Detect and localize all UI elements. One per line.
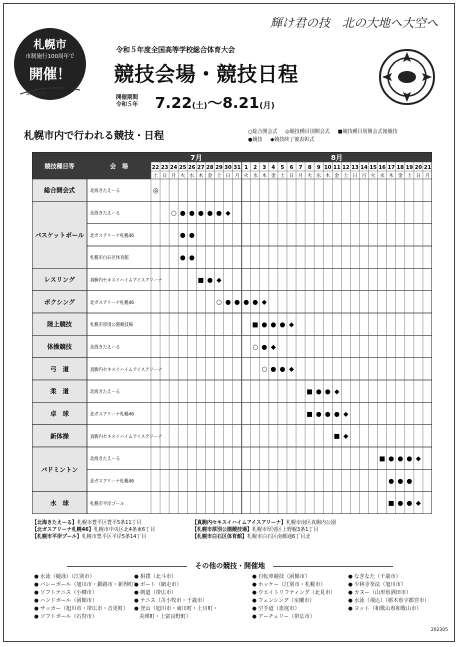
schedule-mark: ● (270, 320, 277, 329)
day-number: 20 (414, 165, 423, 171)
page-title: 競技会場・競技日程 (114, 62, 299, 86)
legend-item: ◎競技種目別開会式 (285, 129, 330, 135)
start-day: (土) (192, 101, 208, 110)
schedule-mark: ● (261, 320, 268, 329)
other-event-item: ● バレーボール（旭川市・釧路市・新得町） (34, 582, 139, 588)
col-event-header: 競技種目等 (44, 163, 75, 171)
venue-name: 北海きたえーる (90, 211, 121, 217)
schedule-mark: ◆ (289, 365, 294, 374)
schedule-mark: ● (315, 409, 322, 418)
schedule-mark: ● (179, 253, 186, 262)
day-weekday: 木 (198, 174, 204, 179)
day-number: 29 (215, 165, 223, 171)
schedule-mark: ◆ (216, 275, 222, 284)
event-name: バスケットボール (34, 232, 85, 240)
day-number: 28 (206, 165, 214, 171)
day-weekday: 月 (361, 174, 367, 179)
event-dates (155, 92, 275, 113)
end-day: (月) (259, 101, 275, 110)
venue-name: 札幌市平岸プール (90, 501, 125, 507)
schedule-mark: ● (216, 208, 222, 217)
venue-name: 北海きたえーる (90, 345, 121, 351)
other-event-item: ● フェンシング（室蘭市） (252, 598, 315, 604)
venue-entry (192, 519, 336, 526)
other-event-item: ● ホッケー（江別市・札幌市） (252, 582, 326, 588)
venue-name: 北ガスアリーナ札幌46 (90, 412, 134, 418)
other-events-title: その他の競技・開催地 (0, 561, 460, 571)
other-event-item: ● 少林寺拳法（旭川市） (348, 582, 407, 588)
schedule-mark: ● (388, 476, 395, 485)
schedule-mark: ● (207, 275, 213, 284)
event-name: 総合開会式 (44, 187, 75, 195)
day-weekday: 日 (162, 174, 168, 179)
badge-action: 開催！ (29, 67, 71, 83)
day-weekday: 木 (261, 174, 267, 179)
day-weekday: 火 (307, 174, 313, 179)
schedule-row (87, 402, 432, 424)
date-separator: 〜 (207, 94, 223, 112)
day-number: 22 (151, 165, 160, 171)
day-number: 16 (378, 165, 386, 171)
day-number: 10 (324, 165, 332, 171)
venue-name: 北ガスアリーナ札幌46 (90, 479, 134, 485)
legend-item: ■競技種目別開会式後競技 (337, 129, 398, 135)
day-weekday: 金 (334, 174, 340, 179)
schedule-row (87, 291, 432, 313)
day-weekday: 月 (234, 174, 240, 179)
other-event-item: ● ハンドボール（函館市） (34, 598, 98, 604)
venue-address: 札幌市厚別区上野幌3条1丁目 (252, 527, 319, 533)
venue-address: 札幌市中央区北4条東6丁目 (93, 527, 156, 533)
venue-label: 【真駒内セキスイハイムアイスアリーナ】 (192, 520, 287, 526)
date-label-2: 令和５年 (116, 102, 139, 108)
venue-entry (32, 519, 142, 526)
schedule-mark: ● (333, 409, 340, 418)
day-number: 23 (160, 165, 169, 171)
day-number: 27 (197, 165, 205, 171)
day-number: 2 (253, 165, 258, 171)
other-event-item: ● カヌー（山形県酒田市） (348, 590, 412, 596)
schedule-mark: ◆ (225, 208, 231, 217)
day-weekday: 土 (153, 174, 158, 179)
schedule-mark: ● (234, 298, 240, 307)
schedule-mark: ● (406, 499, 413, 508)
day-weekday: 月 (171, 174, 177, 179)
venue-entry (32, 533, 146, 540)
schedule-mark: ● (279, 365, 286, 374)
other-event-item: ● 剣道（帯広市） (134, 590, 177, 596)
legend (248, 128, 405, 144)
schedule-mark: ● (324, 409, 331, 418)
venue-name: 真駒内セキスイハイムアイスアリーナ (90, 434, 163, 440)
schedule-mark: ○ (216, 298, 222, 307)
footer-code: 202305 (430, 628, 448, 633)
day-number: 3 (262, 165, 267, 171)
venue-label: 【北海きたえーる】 (32, 520, 78, 526)
day-number: 24 (170, 165, 178, 171)
schedule-mark: ● (188, 208, 195, 217)
event-name: 卓 球 (50, 411, 69, 418)
day-number: 5 (280, 165, 285, 171)
day-weekday: 月 (425, 174, 430, 179)
schedule-mark: ● (279, 320, 286, 329)
schedule-mark: ● (225, 298, 231, 307)
day-weekday: 日 (289, 174, 294, 179)
day-weekday: 金 (207, 174, 213, 179)
day-number: 31 (233, 165, 241, 171)
venue-name: 北海きたえーる (90, 390, 121, 396)
venue-name: 北ガスアリーナ札幌46 (90, 233, 134, 239)
day-weekday: 土 (280, 174, 285, 179)
legend-item: ○総合開会式 (248, 129, 278, 135)
schedule-mark: ● (270, 365, 277, 374)
month-jul: 7月 (190, 154, 203, 162)
venue-name: 真駒内セキスイハイムアイスアリーナ (90, 278, 163, 284)
day-number: 4 (271, 165, 276, 171)
day-number: 7 (298, 165, 303, 171)
other-events-column (252, 573, 335, 621)
schedule-mark: ● (261, 342, 268, 351)
venue-name: 札幌市白石区体育館 (90, 256, 129, 262)
other-event-item: ● サッカー（旭川市・帯広市・音更町） (34, 606, 129, 612)
venue-label: 【札幌市白石区体育館】 (192, 534, 248, 540)
event-name: バドミントン (40, 466, 79, 474)
day-weekday: 火 (243, 174, 249, 179)
day-number: 26 (188, 165, 196, 171)
other-event-item: ● テニス（苫小牧市・千歳市） (134, 598, 208, 604)
event-name: 柔 道 (50, 388, 69, 396)
day-weekday: 木 (325, 174, 331, 179)
other-event-item: ● 登山（旭川市・東川町・上川町・ (134, 606, 218, 612)
day-weekday: 水 (379, 174, 385, 179)
day-weekday: 金 (397, 174, 403, 179)
schedule-row (87, 224, 432, 246)
schedule-mark: ● (388, 454, 395, 463)
schedule-mark: ● (397, 499, 404, 508)
day-number: 9 (316, 165, 321, 171)
day-number: 18 (396, 165, 404, 171)
day-weekday: 水 (316, 174, 322, 179)
day-number: 13 (351, 165, 359, 171)
other-events-column (34, 573, 139, 621)
day-weekday: 土 (216, 174, 222, 179)
schedule-mark: ◆ (343, 432, 349, 441)
legend-item: ●競技 (248, 137, 263, 143)
start-date: 7.22 (155, 94, 193, 112)
event-name: ボクシング (44, 299, 75, 307)
schedule-row (87, 335, 432, 357)
other-event-item: 美瑛町・上富良野町） (134, 614, 192, 620)
schedule-row (87, 492, 432, 514)
day-number: 30 (224, 165, 232, 171)
day-weekday: 土 (343, 174, 349, 179)
venue-label: 【札幌市厚別公園競技場】 (192, 527, 253, 533)
day-number: 11 (333, 165, 341, 171)
schedule-row (87, 469, 432, 491)
schedule-mark: ■ (333, 432, 340, 441)
slogan: 輝け君の技 北の大地へ大空へ (270, 16, 439, 30)
day-number: 25 (179, 165, 187, 171)
schedule-mark: ◆ (334, 387, 340, 396)
schedule-mark: ● (243, 298, 250, 307)
badge-note: 市制施行100周年で (25, 54, 75, 60)
schedule-mark: ● (397, 476, 404, 485)
schedule-mark: ● (188, 231, 195, 240)
day-weekday: 火 (370, 174, 376, 179)
schedule-mark: ○ (261, 365, 268, 374)
day-number: 19 (405, 165, 413, 171)
schedule-row (87, 313, 432, 335)
schedule-mark: ◆ (343, 409, 349, 418)
venue-entry (32, 526, 155, 533)
schedule-mark: ○ (170, 208, 177, 217)
venue-name: 北海きたえーる (90, 457, 121, 463)
venue-entry (192, 533, 310, 540)
schedule-mark: ■ (306, 387, 313, 396)
event-name: 水 球 (50, 500, 69, 508)
day-weekday: 木 (388, 174, 394, 179)
day-number: 1 (244, 165, 248, 171)
venue-address: 札幌市豊平区平岸5条14丁目 (81, 534, 147, 540)
day-weekday: 火 (180, 174, 186, 179)
schedule-mark: ● (179, 231, 186, 240)
schedule-mark: ○ (252, 342, 259, 351)
event-name: 体操競技 (47, 344, 72, 351)
emblem-icon (378, 48, 436, 106)
schedule-mark: ● (198, 208, 204, 217)
schedule-mark: ● (315, 387, 322, 396)
schedule-row (87, 179, 432, 201)
end-date: 8.21 (222, 94, 260, 112)
venue-address: 札幌市豊平区豊平5条11丁目 (77, 520, 142, 526)
day-weekday: 日 (225, 174, 231, 179)
day-number: 6 (289, 165, 294, 171)
month-aug: 8月 (330, 154, 343, 162)
venue-address: 札幌市白石区南郷通6丁目北 (247, 534, 311, 540)
venue-name: 札幌市厚別公園競技場 (90, 323, 133, 329)
other-event-item: ● 水泳（飛込）（栃木県宇都宮市） (348, 598, 430, 604)
date-label (116, 95, 138, 109)
venue-name: 北海きたえーる (90, 189, 121, 195)
venue-entry (192, 526, 318, 533)
venue-name: 真駒内セキスイハイムアイスアリーナ (90, 367, 163, 373)
schedule-mark: ● (406, 476, 413, 485)
day-number: 17 (387, 165, 395, 171)
schedule-mark: ● (207, 208, 213, 217)
schedule-mark: ● (406, 454, 413, 463)
other-event-item: ● ソフトボール（石狩市） (34, 614, 98, 620)
schedule-mark: ◆ (415, 454, 421, 463)
schedule-mark: ◆ (270, 342, 276, 351)
schedule-row (87, 246, 432, 268)
other-event-item: ● 空手道（恵庭市） (252, 606, 300, 612)
venue-label: 【札幌市平岸プール】 (32, 534, 82, 540)
schedule-mark: ■ (197, 275, 204, 284)
day-weekday: 水 (189, 174, 195, 179)
schedule-row (87, 380, 432, 402)
day-weekday: 土 (406, 174, 412, 179)
schedule-mark: ■ (252, 320, 259, 329)
day-weekday: 日 (415, 174, 421, 179)
schedule-mark: ◆ (289, 320, 294, 329)
event-name: 陸上競技 (47, 321, 72, 329)
schedule-mark: ◆ (261, 298, 267, 307)
event-name: 弓 道 (50, 366, 69, 374)
other-event-item: ● ソフトテニス（小樽市） (34, 590, 98, 596)
schedule-mark: ● (252, 298, 259, 307)
schedule-mark: ■ (306, 409, 313, 418)
badge-city: 札幌市 (33, 38, 67, 51)
other-event-item: ● 水泳（競泳）（江別市） (34, 574, 95, 580)
day-weekday: 月 (298, 174, 303, 179)
schedule-mark: ◎ (152, 186, 159, 195)
other-events-column (348, 573, 429, 613)
venue-name: 北ガスアリーナ札幌46 (90, 300, 134, 306)
date-label-1: 開催期間 (116, 95, 139, 101)
other-event-item: ● 自転車競技（函館市） (252, 574, 311, 580)
legend-item: ◆競技終了後表彰式 (270, 137, 315, 143)
col-venue-header: 会 場 (109, 163, 129, 171)
other-event-item: ● なぎなた（千歳市） (348, 574, 401, 580)
day-weekday: 金 (270, 174, 276, 179)
schedule-mark: ■ (379, 454, 386, 463)
schedule-mark: ● (397, 454, 404, 463)
other-event-item: ● ボート（網走市） (134, 582, 182, 588)
schedule-mark: ● (179, 208, 186, 217)
event-subtitle: 令和５年度全国高等学校総合体育大会 (116, 46, 235, 54)
day-number: 14 (360, 165, 368, 171)
day-weekday: 日 (352, 174, 358, 179)
day-number: 12 (342, 165, 350, 171)
event-name: レスリング (44, 277, 75, 284)
other-event-item: ● 相撲（北斗市） (134, 574, 177, 580)
schedule-mark: ■ (388, 499, 395, 508)
day-number: 21 (423, 165, 432, 171)
schedule-mark: ● (324, 387, 331, 396)
schedule-table (32, 152, 432, 514)
schedule-row (87, 201, 432, 223)
schedule-mark: ◆ (415, 499, 421, 508)
day-number: 8 (307, 165, 312, 171)
other-event-item: ● ウエイトリフティング（北見市） (252, 590, 336, 596)
other-events-column (134, 573, 218, 621)
venue-address: 札幌市南区真駒内公園 (286, 520, 337, 526)
schedule-mark: ● (188, 253, 195, 262)
venue-label: 【北ガスアリーナ札幌46】 (32, 527, 94, 533)
event-name: 新体操 (50, 433, 69, 441)
other-event-item: ● アーチェリー（帯広市） (252, 614, 315, 620)
day-weekday: 水 (252, 174, 258, 179)
day-number: 15 (369, 165, 377, 171)
section-title: 札幌市内で行われる競技・日程 (24, 131, 164, 142)
badge-support: Support (26, 91, 46, 97)
other-event-item: ● ヨット（和歌山県和歌山市） (348, 606, 422, 612)
